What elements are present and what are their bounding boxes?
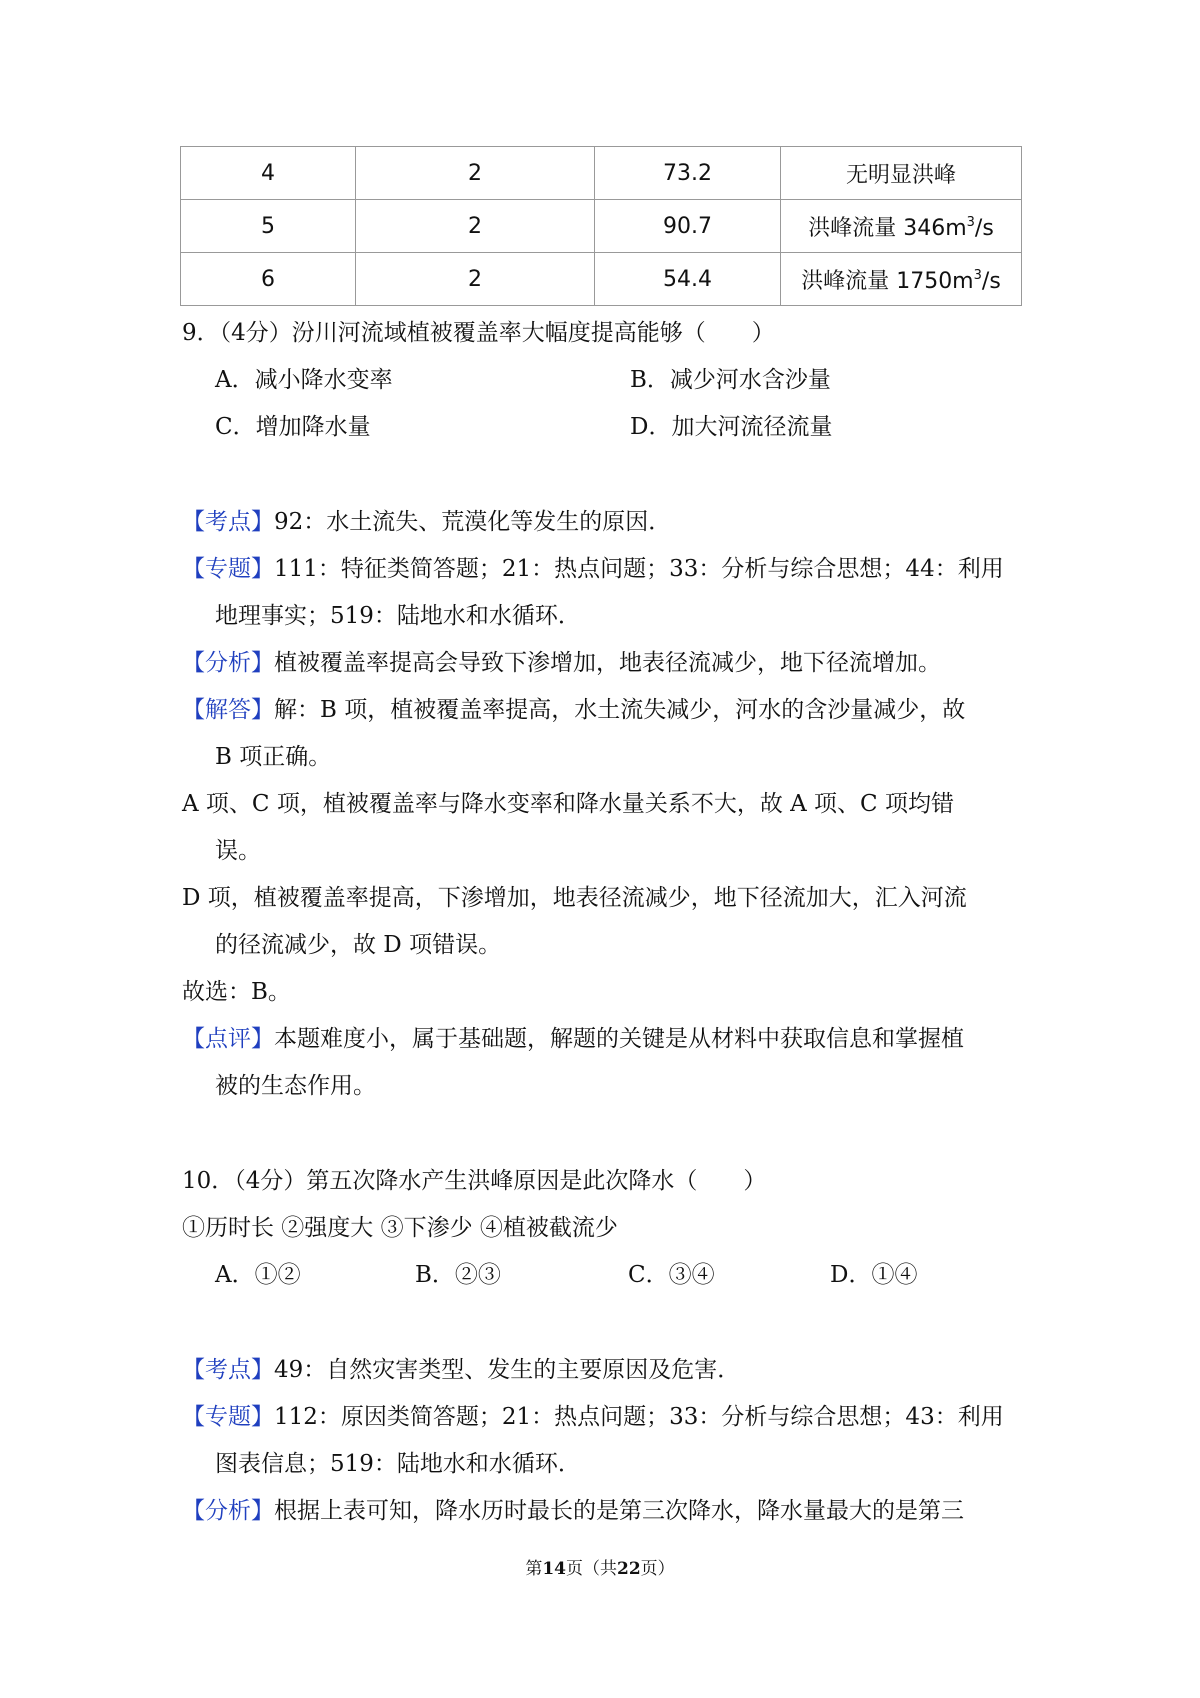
q9-kaodian: 【考点】92：水土流失、荒漠化等发生的原因． bbox=[182, 509, 672, 535]
table-cell: 4 bbox=[181, 147, 356, 200]
table-cell: 6 bbox=[181, 253, 356, 306]
table-cell: 洪峰流量 $346m^3/s$ bbox=[781, 200, 1022, 253]
table-cell: 洪峰流量 $1750m^3/s$ bbox=[781, 253, 1022, 306]
q9-jieda-line2: B 项正确。 bbox=[215, 744, 332, 770]
table-cell: 5 bbox=[181, 200, 356, 253]
table-row bbox=[181, 253, 1022, 306]
q9-dianping: 【点评】本题难度小，属于基础题，解题的关键是从材料中获取信息和掌握植 bbox=[182, 1026, 964, 1052]
kaodian-tag: 【考点】 bbox=[182, 1357, 274, 1383]
table-cell: 54.4 bbox=[595, 253, 781, 306]
q10-fenxi: 【分析】根据上表可知，降水历时最长的是第三次降水，降水量最大的是第三 bbox=[182, 1498, 964, 1524]
q9-zhuanti: 【专题】111：特征类简答题；21：热点问题；33：分析与综合思想；44：利用 bbox=[182, 556, 1004, 582]
page-number: 14 bbox=[542, 1559, 566, 1579]
q10-kaodian: 【考点】49：自然灾害类型、发生的主要原因及危害． bbox=[182, 1357, 741, 1383]
fenxi-tag: 【分析】 bbox=[182, 650, 274, 676]
q10-zhuanti: 【专题】112：原因类简答题；21：热点问题；33：分析与综合思想；43：利用 bbox=[182, 1404, 1004, 1430]
q10-option-d: D．①④ bbox=[830, 1262, 918, 1288]
dianping-tag: 【点评】 bbox=[182, 1026, 274, 1052]
table-cell: 2 bbox=[356, 147, 595, 200]
table-cell: 90.7 bbox=[595, 200, 781, 253]
q10-option-a: A．①② bbox=[215, 1262, 301, 1288]
q9-option-d: D．加大河流径流量 bbox=[630, 414, 833, 440]
q9-option-a: A．减小降水变率 bbox=[215, 367, 393, 393]
table-cell: 2 bbox=[356, 200, 595, 253]
q9-option-c: C．增加降水量 bbox=[215, 414, 371, 440]
q9-option-b: B．减少河水含沙量 bbox=[630, 367, 831, 393]
table-cell: 无明显洪峰 bbox=[781, 147, 1022, 200]
q9-fenxi: 【分析】植被覆盖率提高会导致下渗增加，地表径流减少，地下径流增加。 bbox=[182, 650, 941, 676]
question-10-stem: 10．（4分）第五次降水产生洪峰原因是此次降水（ ） bbox=[182, 1168, 767, 1194]
table-cell: 73.2 bbox=[595, 147, 781, 200]
q9-answer: 故选：B。 bbox=[182, 979, 291, 1005]
q9-zhuanti-cont: 地理事实；519：陆地水和水循环． bbox=[215, 603, 581, 629]
table-cell: 2 bbox=[356, 253, 595, 306]
q10-items: ①历时长 ②强度大 ③下渗少 ④植被截流少 bbox=[182, 1215, 618, 1241]
page-total: 22 bbox=[617, 1559, 641, 1579]
page-footer: 第14页（共22页） bbox=[525, 1559, 675, 1579]
fenxi-tag: 【分析】 bbox=[182, 1498, 274, 1524]
table-row bbox=[181, 200, 1022, 253]
zhuanti-tag: 【专题】 bbox=[182, 1404, 274, 1430]
q10-option-c: C．③④ bbox=[628, 1262, 715, 1288]
zhuanti-tag: 【专题】 bbox=[182, 556, 274, 582]
q9-dianping-cont: 被的生态作用。 bbox=[215, 1073, 376, 1099]
q9-jieda-line4: 误。 bbox=[215, 838, 261, 864]
rainfall-flood-table bbox=[180, 146, 1022, 306]
kaodian-tag: 【考点】 bbox=[182, 509, 274, 535]
jieda-tag: 【解答】 bbox=[182, 697, 274, 723]
q9-jieda-line5: D 项，植被覆盖率提高，下渗增加，地表径流减少，地下径流加大，汇入河流 bbox=[182, 885, 967, 911]
q9-jieda-line6: 的径流减少，故 D 项错误。 bbox=[215, 932, 502, 958]
q10-option-b: B．②③ bbox=[415, 1262, 501, 1288]
q10-zhuanti-cont: 图表信息；519：陆地水和水循环． bbox=[215, 1451, 581, 1477]
table-row bbox=[181, 147, 1022, 200]
q9-jieda-line3: A 项、C 项，植被覆盖率与降水变率和降水量关系不大，故 A 项、C 项均错 bbox=[182, 791, 954, 817]
question-9-stem: 9．（4分）汾川河流域植被覆盖率大幅度提高能够（ ） bbox=[182, 320, 775, 346]
q9-jieda: 【解答】解：B 项，植被覆盖率提高，水土流失减少，河水的含沙量减少，故 bbox=[182, 697, 966, 723]
